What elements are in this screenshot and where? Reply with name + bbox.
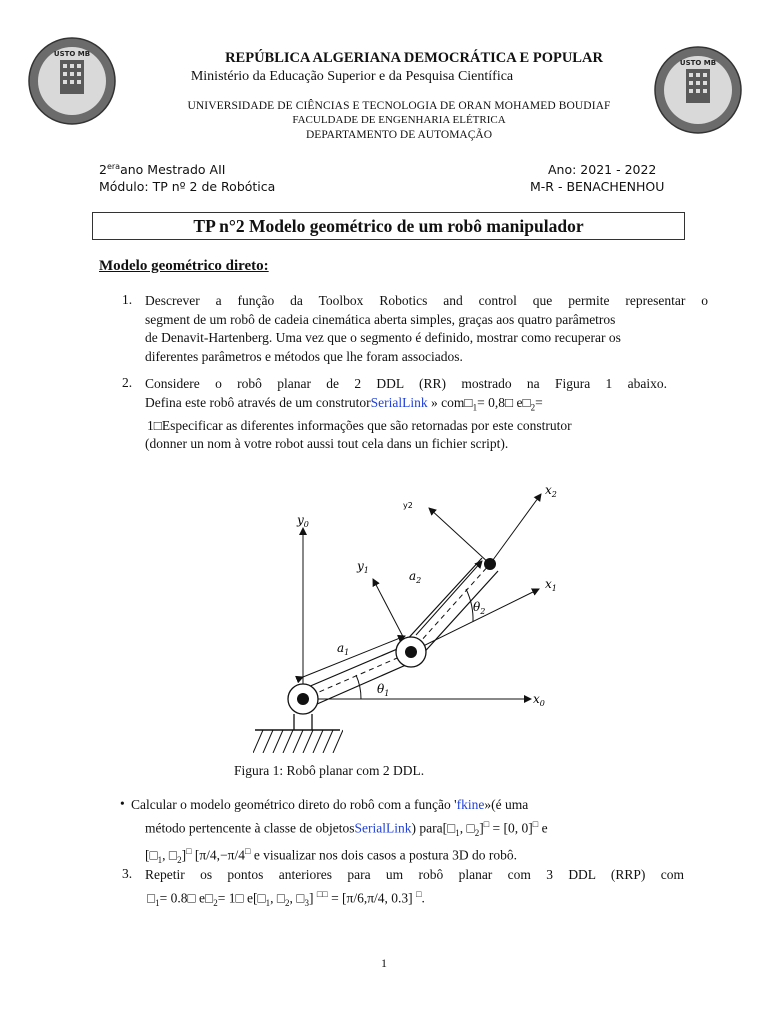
bullet-item bbox=[131, 796, 631, 870]
seriallink-link[interactable]: SerialLink bbox=[370, 394, 428, 410]
document-title: TP n°2 Modelo geométrico de um robô manipulador bbox=[92, 212, 685, 240]
header-ministry: Ministério da Educação Superior e da Pesquisa Científica bbox=[190, 69, 514, 84]
meta-author: M-R - BENACHENHOU bbox=[530, 179, 665, 194]
meta-year-level: $2^{era}ano$ Mestrado AII bbox=[99, 162, 226, 178]
item-number-3: 3. bbox=[122, 866, 133, 881]
item-2-line: Defina este robô através de um construtorSerialLink » $com□_1=$ 0,8□ $e□_2=$ bbox=[145, 394, 543, 413]
ground-hatch bbox=[253, 730, 343, 753]
section-title: Modelo geométrico direto: bbox=[99, 258, 269, 274]
seriallink-link[interactable]: SerialLink bbox=[354, 820, 412, 835]
item-2-line: 1□Especificar as diferentes informações que são retornadas por este construtor bbox=[147, 417, 572, 433]
label-theta2: $\theta_2$ bbox=[473, 600, 486, 616]
item-3-line: Repetir os pontos anteriores para um robô planar com 3 DDL (RRP) com bbox=[145, 867, 684, 882]
bullet-line: [$□_1$, $□_2]^□$ [π/4,−π/4□ e visualizar nos dois casos a postura 3D do robô. bbox=[145, 846, 518, 866]
item-3 bbox=[145, 866, 684, 912]
item-1-line: Descrever a função da Toolbox Robotics and control que permite representar o bbox=[145, 293, 708, 308]
bullet-line: método pertencente à classe de objetosSerialLink) $para[□_1$, $□_2]^□ = [0$, 0]□ e bbox=[145, 818, 548, 838]
header-university: UNIVERSIDADE DE CIÊNCIAS E TECNOLOGIA DE ORAN MOHAMED BOUDIAF bbox=[187, 100, 611, 112]
y2-axis bbox=[429, 508, 490, 564]
item-2 bbox=[145, 375, 667, 454]
label-y2: y2 bbox=[403, 501, 413, 510]
item-2-line: Considere o robô planar de 2 DDL (RR) mostrado na Figura 1 abaixo. bbox=[145, 376, 667, 391]
figure-caption: Figura 1: Robô planar com 2 DDL. bbox=[234, 763, 425, 778]
item-1 bbox=[145, 292, 708, 366]
header-department: DEPARTAMENTO DE AUTOMAÇÃO bbox=[305, 129, 493, 141]
header-faculty: FACULDADE DE ENGENHARIA ELÉTRICA bbox=[292, 114, 506, 126]
label-theta1: $\theta_1$ bbox=[377, 682, 390, 698]
bullet-line: Calcular o modelo geométrico direto do robô com a função 'fkine»(é uma bbox=[131, 797, 529, 812]
label-x2: $x_2$ bbox=[545, 483, 557, 499]
bullet-marker: • bbox=[120, 796, 125, 811]
meta-academic-year: Ano: 2021 - 2022 bbox=[548, 162, 657, 177]
label-y0: $y_0$ bbox=[297, 513, 309, 529]
label-x0: $x_0$ bbox=[533, 692, 545, 708]
a2-dimension bbox=[416, 561, 482, 635]
a1-dimension bbox=[303, 636, 405, 677]
item-2-line: (donner un nom à votre robot aussi tout cela dans un fichier script). bbox=[145, 436, 509, 452]
label-a2: $a_2$ bbox=[409, 569, 422, 585]
x2-axis bbox=[490, 494, 541, 564]
item-number-1: 1. bbox=[122, 292, 133, 307]
label-a1: $a_1$ bbox=[337, 641, 350, 657]
end-effector bbox=[484, 558, 496, 570]
page-number: 1 bbox=[381, 956, 387, 970]
meta-module: Módulo: TP nº 2 de Robótica bbox=[99, 179, 276, 194]
seal-label: USTO MB bbox=[679, 59, 717, 67]
header-republic: REPÚBLICA ALGERIANA DEMOCRÁTICA E POPULAR bbox=[225, 50, 603, 66]
item-1-line: diferentes parâmetros e métodos que lhe foram associados. bbox=[145, 348, 463, 364]
item-1-line: de Denavit-Hartenberg. Uma vez que o segmento é definido, mostrar como recuperar os bbox=[145, 330, 621, 345]
seal-label: USTO MB bbox=[53, 50, 91, 58]
robot-figure bbox=[245, 478, 575, 758]
x1-axis bbox=[411, 589, 539, 652]
link-1 bbox=[301, 644, 409, 690]
item-1-line: segment de um robô de cadeia cinemática aberta simples, graças aos quatro parâmetros bbox=[145, 311, 616, 327]
label-y1: $y_1$ bbox=[357, 559, 369, 575]
fkine-link[interactable]: fkine bbox=[456, 797, 485, 812]
item-number-2: 2. bbox=[122, 375, 133, 390]
label-x1: $x_1$ bbox=[545, 577, 557, 593]
item-3-line: $□_1=$ 0.8□ $e□_2=$ 1□ $e[□_1$, $□_2$, $□_3$] □□ = [π/6,π/4, 0.3] □. bbox=[147, 888, 425, 908]
